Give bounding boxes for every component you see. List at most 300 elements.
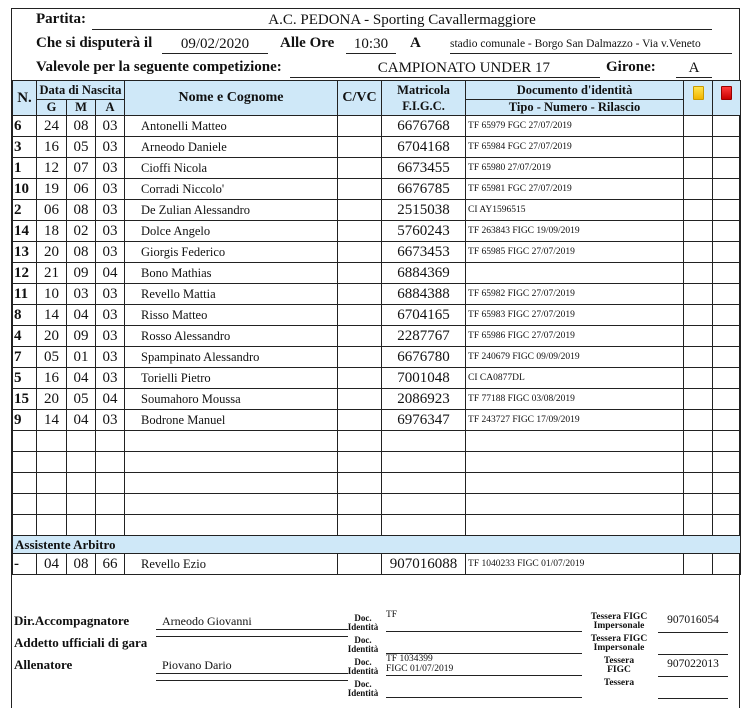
birth-day[interactable]: 16 [37, 137, 67, 158]
id-document[interactable]: TF 243727 FIGC 17/09/2019 [466, 410, 684, 431]
id-document[interactable]: TF 1040233 FIGC 01/07/2019 [466, 554, 684, 575]
birth-day[interactable]: 19 [37, 179, 67, 200]
birth-day[interactable] [37, 515, 67, 536]
yellow-card-cell[interactable] [684, 158, 713, 179]
birth-year[interactable]: 03 [96, 200, 125, 221]
birth-day[interactable]: 06 [37, 200, 67, 221]
birth-year[interactable] [96, 494, 125, 515]
birth-month[interactable]: 02 [67, 221, 96, 242]
birth-month[interactable]: 04 [67, 410, 96, 431]
birth-day[interactable]: 04 [37, 554, 67, 575]
yellow-card-cell[interactable] [684, 242, 713, 263]
player-row [13, 284, 741, 305]
red-card-cell[interactable] [713, 389, 741, 410]
assistant-section-header [13, 536, 741, 554]
player-name[interactable]: Corradi Niccolo' [125, 179, 338, 200]
player-name[interactable]: Spampinato Alessandro [125, 347, 338, 368]
red-card-cell[interactable] [713, 347, 741, 368]
captain-cell[interactable] [338, 221, 382, 242]
yellow-card-cell[interactable] [684, 410, 713, 431]
birth-month[interactable] [67, 515, 96, 536]
red-card-cell[interactable] [713, 473, 741, 494]
id-document[interactable] [466, 263, 684, 284]
player-name[interactable]: Revello Ezio [125, 554, 338, 575]
staff-doc-line2: FIGC 01/07/2019 [386, 664, 454, 674]
red-card-cell[interactable] [713, 116, 741, 137]
red-card-cell[interactable] [713, 368, 741, 389]
birth-year[interactable]: 03 [96, 179, 125, 200]
col-header-matricola [382, 81, 466, 116]
col-header-birth: Data di Nascita [37, 81, 125, 100]
matricola[interactable]: 907016088 [382, 554, 466, 575]
captain-cell[interactable] [338, 515, 382, 536]
red-card-cell[interactable] [713, 554, 741, 575]
staff-name-field[interactable]: Piovano Dario [156, 658, 348, 674]
player-name[interactable] [125, 494, 338, 515]
captain-cell[interactable] [338, 179, 382, 200]
red-card-cell[interactable] [713, 137, 741, 158]
birth-day[interactable]: 21 [37, 263, 67, 284]
matricola[interactable]: 7001048 [382, 368, 466, 389]
birth-month[interactable]: 08 [67, 116, 96, 137]
matricola[interactable]: 6676780 [382, 347, 466, 368]
id-document[interactable]: TF 263843 FIGC 19/09/2019 [466, 221, 684, 242]
captain-cell[interactable] [338, 494, 382, 515]
staff-role: Dir.Accompagnatore [14, 613, 130, 628]
birth-day[interactable]: 18 [37, 221, 67, 242]
staff-name-field[interactable] [156, 680, 348, 681]
staff-doc-line1: TF [386, 610, 398, 620]
yellow-card-cell[interactable] [684, 368, 713, 389]
id-document[interactable]: TF 65982 FIGC 27/07/2019 [466, 284, 684, 305]
birth-day[interactable]: 24 [37, 116, 67, 137]
birth-year[interactable]: 03 [96, 326, 125, 347]
yellow-card-cell[interactable] [684, 554, 713, 575]
player-row [13, 410, 741, 431]
staff-role: Allenatore [14, 657, 73, 672]
player-name[interactable]: Giorgis Federico [125, 242, 338, 263]
staff-doc-field[interactable] [386, 632, 582, 654]
player-row [13, 431, 741, 452]
captain-cell[interactable] [338, 305, 382, 326]
captain-cell[interactable] [338, 326, 382, 347]
player-name[interactable] [125, 473, 338, 494]
matricola[interactable] [382, 494, 466, 515]
tessera-label-line1: Tessera FIGC [590, 612, 648, 622]
birth-year[interactable]: 03 [96, 368, 125, 389]
birth-month[interactable]: 06 [67, 179, 96, 200]
birth-month[interactable]: 08 [67, 242, 96, 263]
yellow-card-cell[interactable] [684, 326, 713, 347]
staff-name-field[interactable] [156, 636, 348, 637]
yellow-card-cell[interactable] [684, 116, 713, 137]
yellow-card-cell[interactable] [684, 389, 713, 410]
assistant-section-label: Assistente Arbitro [13, 536, 741, 554]
id-document[interactable]: TF 65984 FGC 27/07/2019 [466, 137, 684, 158]
birth-day[interactable]: 16 [37, 368, 67, 389]
birth-year[interactable]: 03 [96, 158, 125, 179]
matricola[interactable]: 6884369 [382, 263, 466, 284]
id-document[interactable]: CI CA0877DL [466, 368, 684, 389]
matricola[interactable]: 6884388 [382, 284, 466, 305]
competition-label: Valevole per la seguente competizione: [36, 59, 282, 75]
id-document[interactable]: TF 240679 FIGC 09/09/2019 [466, 347, 684, 368]
venue-field[interactable]: stadio comunale - Borgo San Dalmazzo - Via v.Veneto [450, 35, 732, 54]
id-document[interactable] [466, 452, 684, 473]
yellow-card-cell[interactable] [684, 200, 713, 221]
staff-doc-field[interactable] [386, 610, 582, 632]
captain-cell[interactable] [338, 116, 382, 137]
player-row [13, 473, 741, 494]
tessera-label-line1: Tessera FIGC [590, 634, 648, 644]
birth-year[interactable]: 03 [96, 242, 125, 263]
birth-day[interactable]: 14 [37, 305, 67, 326]
tessera-label-line1: Tessera [603, 678, 635, 688]
player-name[interactable]: Risso Matteo [125, 305, 338, 326]
red-card-cell[interactable] [713, 494, 741, 515]
player-number[interactable] [13, 431, 37, 452]
birth-month[interactable]: 04 [67, 368, 96, 389]
player-row [13, 515, 741, 536]
col-header-matricola-line1: Matricola [397, 83, 450, 97]
player-name[interactable]: De Zulian Alessandro [125, 200, 338, 221]
player-row [13, 158, 741, 179]
player-number[interactable]: 10 [13, 179, 37, 200]
red-card-cell[interactable] [713, 284, 741, 305]
id-document[interactable]: CI AY1596515 [466, 200, 684, 221]
tessera-field[interactable]: 907016054 [658, 614, 728, 633]
partita-label: Partita: [36, 11, 86, 27]
date-field[interactable]: 09/02/2020 [162, 35, 268, 54]
birth-year[interactable]: 03 [96, 410, 125, 431]
doc-label-line2: Identità [347, 688, 379, 698]
birth-day[interactable]: 05 [37, 347, 67, 368]
id-document[interactable]: TF 65979 FGC 27/07/2019 [466, 116, 684, 137]
birth-month[interactable] [67, 494, 96, 515]
matricola[interactable]: 2086923 [382, 389, 466, 410]
birth-month[interactable]: 01 [67, 347, 96, 368]
doc-label-line2: Identità [347, 644, 379, 654]
captain-cell[interactable] [338, 158, 382, 179]
yellow-card-cell[interactable] [684, 179, 713, 200]
id-document[interactable]: TF 65980 27/07/2019 [466, 158, 684, 179]
player-name[interactable]: Bodrone Manuel [125, 410, 338, 431]
birth-year[interactable] [96, 452, 125, 473]
id-document[interactable] [466, 494, 684, 515]
date-label: Che si disputerà il [36, 35, 153, 51]
birth-year[interactable] [96, 515, 125, 536]
matricola[interactable]: 2515038 [382, 200, 466, 221]
captain-cell[interactable] [338, 473, 382, 494]
birth-year[interactable]: 04 [96, 263, 125, 284]
player-number[interactable] [13, 494, 37, 515]
birth-day[interactable]: 10 [37, 284, 67, 305]
birth-year[interactable]: 03 [96, 347, 125, 368]
competition-value: CAMPIONATO UNDER 17 [377, 60, 550, 76]
yellow-card-cell[interactable] [684, 284, 713, 305]
player-row [13, 368, 741, 389]
staff-doc-line1: TF 1034399 [386, 654, 433, 664]
matricola[interactable]: 5760243 [382, 221, 466, 242]
red-card-cell[interactable] [713, 263, 741, 284]
players-table [12, 80, 741, 575]
player-number[interactable]: 4 [13, 326, 37, 347]
birth-month[interactable] [67, 452, 96, 473]
staff-name-field[interactable]: Arneodo Giovanni [156, 614, 348, 630]
player-row [13, 326, 741, 347]
birth-year[interactable]: 03 [96, 116, 125, 137]
matricola[interactable]: 2287767 [382, 326, 466, 347]
captain-cell[interactable] [338, 389, 382, 410]
red-card-cell[interactable] [713, 431, 741, 452]
player-row [13, 305, 741, 326]
red-card-cell[interactable] [713, 179, 741, 200]
tessera-field[interactable]: 907022013 [658, 658, 728, 677]
captain-cell[interactable] [338, 410, 382, 431]
yellow-card-icon [693, 86, 704, 100]
col-header-m: M [67, 100, 96, 116]
player-row [13, 116, 741, 137]
id-document[interactable] [466, 431, 684, 452]
birth-year[interactable]: 04 [96, 389, 125, 410]
birth-month[interactable]: 08 [67, 554, 96, 575]
red-card-cell[interactable] [713, 326, 741, 347]
doc-label-line1: Doc. [354, 635, 372, 645]
player-number[interactable]: 2 [13, 200, 37, 221]
assistant-row [13, 554, 741, 575]
col-header-doc-sub: Tipo - Numero - Rilascio [466, 100, 684, 116]
col-header-a: A [96, 100, 125, 116]
matricola[interactable]: 6976347 [382, 410, 466, 431]
staff-role: Addetto ufficiali di gara [14, 635, 148, 650]
captain-cell[interactable] [338, 200, 382, 221]
col-header-red-card [713, 81, 741, 116]
birth-month[interactable]: 07 [67, 158, 96, 179]
player-name[interactable]: Arneodo Daniele [125, 137, 338, 158]
col-header-yellow-card [684, 81, 713, 116]
captain-cell[interactable] [338, 284, 382, 305]
birth-month[interactable]: 09 [67, 263, 96, 284]
captain-cell[interactable] [338, 137, 382, 158]
player-number[interactable]: 6 [13, 116, 37, 137]
matricola[interactable]: 6704168 [382, 137, 466, 158]
yellow-card-cell[interactable] [684, 305, 713, 326]
matricola[interactable] [382, 452, 466, 473]
player-name[interactable] [125, 452, 338, 473]
player-number[interactable] [13, 473, 37, 494]
matricola[interactable]: 6676768 [382, 116, 466, 137]
player-number[interactable]: 8 [13, 305, 37, 326]
captain-cell[interactable] [338, 431, 382, 452]
captain-cell[interactable] [338, 347, 382, 368]
birth-day[interactable] [37, 473, 67, 494]
birth-year[interactable] [96, 473, 125, 494]
birth-month[interactable]: 05 [67, 137, 96, 158]
red-card-cell[interactable] [713, 158, 741, 179]
birth-year[interactable]: 03 [96, 137, 125, 158]
player-number[interactable]: 1 [13, 158, 37, 179]
id-document[interactable]: TF 65983 FIGC 27/07/2019 [466, 305, 684, 326]
birth-day[interactable] [37, 431, 67, 452]
yellow-card-cell[interactable] [684, 515, 713, 536]
id-document[interactable]: TF 65986 FIGC 27/07/2019 [466, 326, 684, 347]
yellow-card-cell[interactable] [684, 473, 713, 494]
tessera-label-line1: Tessera [603, 656, 635, 666]
player-number[interactable]: - [13, 554, 37, 575]
player-row [13, 389, 741, 410]
birth-year[interactable]: 03 [96, 284, 125, 305]
player-name[interactable]: Dolce Angelo [125, 221, 338, 242]
col-header-doc: Documento d'identità [466, 81, 684, 100]
staff-doc-field[interactable] [386, 676, 582, 698]
red-card-cell[interactable] [713, 242, 741, 263]
player-name[interactable]: Antonelli Matteo [125, 116, 338, 137]
girone-label: Girone: [606, 59, 656, 75]
birth-month[interactable]: 08 [67, 200, 96, 221]
player-row [13, 452, 741, 473]
id-document[interactable]: TF 77188 FIGC 03/08/2019 [466, 389, 684, 410]
player-row [13, 263, 741, 284]
doc-identita-label [342, 636, 384, 654]
matricola[interactable]: 6704165 [382, 305, 466, 326]
red-card-cell[interactable] [713, 305, 741, 326]
birth-year[interactable] [96, 431, 125, 452]
staff-doc-field[interactable] [386, 654, 582, 676]
player-row [13, 347, 741, 368]
col-header-matricola-line2: F.I.G.C. [402, 99, 445, 113]
red-card-cell[interactable] [713, 200, 741, 221]
tessera-field[interactable] [658, 680, 728, 699]
player-number[interactable] [13, 452, 37, 473]
birth-month[interactable] [67, 473, 96, 494]
captain-cell[interactable] [338, 242, 382, 263]
yellow-card-cell[interactable] [684, 263, 713, 284]
player-number[interactable]: 14 [13, 221, 37, 242]
player-number[interactable]: 12 [13, 263, 37, 284]
player-name[interactable]: Rosso Alessandro [125, 326, 338, 347]
time-label: Alle Ore [280, 35, 335, 51]
captain-cell[interactable] [338, 263, 382, 284]
doc-identita-label [342, 680, 384, 698]
player-row [13, 200, 741, 221]
tessera-label-line2: Impersonale [593, 643, 645, 653]
id-document[interactable] [466, 515, 684, 536]
player-name[interactable]: Cioffi Nicola [125, 158, 338, 179]
doc-identita-label [342, 614, 384, 632]
birth-day[interactable]: 12 [37, 158, 67, 179]
player-number[interactable]: 13 [13, 242, 37, 263]
birth-day[interactable]: 20 [37, 389, 67, 410]
yellow-card-cell[interactable] [684, 431, 713, 452]
birth-day[interactable]: 20 [37, 242, 67, 263]
birth-month[interactable]: 05 [67, 389, 96, 410]
matricola[interactable] [382, 515, 466, 536]
col-header-name: Nome e Cognome [125, 81, 338, 116]
tessera-label [584, 657, 654, 675]
doc-label-line1: Doc. [354, 679, 372, 689]
tessera-label-line2: FIGC [607, 665, 631, 675]
birth-month[interactable]: 04 [67, 305, 96, 326]
birth-day[interactable] [37, 452, 67, 473]
doc-label-line2: Identità [347, 622, 379, 632]
captain-cell[interactable] [338, 554, 382, 575]
player-name[interactable] [125, 515, 338, 536]
doc-label-line1: Doc. [354, 657, 372, 667]
tessera-label-line2: Impersonale [593, 621, 645, 631]
player-name[interactable]: Revello Mattia [125, 284, 338, 305]
tessera-field[interactable] [658, 636, 728, 655]
yellow-card-cell[interactable] [684, 347, 713, 368]
red-card-cell[interactable] [713, 452, 741, 473]
tessera-label [584, 679, 654, 688]
player-row [13, 137, 741, 158]
captain-cell[interactable] [338, 368, 382, 389]
birth-year[interactable]: 66 [96, 554, 125, 575]
birth-month[interactable] [67, 431, 96, 452]
doc-label-line2: Identità [347, 666, 379, 676]
player-row [13, 221, 741, 242]
matricola[interactable]: 6673455 [382, 158, 466, 179]
red-card-cell[interactable] [713, 515, 741, 536]
venue-label: A [410, 35, 421, 51]
birth-day[interactable]: 14 [37, 410, 67, 431]
captain-cell[interactable] [338, 452, 382, 473]
col-header-n: N. [13, 81, 37, 116]
competition-field[interactable] [290, 59, 600, 78]
id-document[interactable] [466, 473, 684, 494]
player-name[interactable]: Torielli Pietro [125, 368, 338, 389]
yellow-card-cell[interactable] [684, 494, 713, 515]
player-name[interactable]: Soumahoro Moussa [125, 389, 338, 410]
matricola[interactable] [382, 473, 466, 494]
red-card-icon [721, 86, 732, 100]
player-number[interactable]: 7 [13, 347, 37, 368]
girone-field[interactable]: A [676, 59, 712, 78]
match-sheet [11, 8, 740, 708]
yellow-card-cell[interactable] [684, 452, 713, 473]
partita-field[interactable]: A.C. PEDONA - Sporting Cavallermaggiore [92, 11, 712, 30]
player-number[interactable]: 3 [13, 137, 37, 158]
time-field[interactable]: 10:30 [346, 35, 396, 54]
birth-year[interactable]: 03 [96, 305, 125, 326]
player-row [13, 494, 741, 515]
red-card-cell[interactable] [713, 410, 741, 431]
birth-day[interactable]: 20 [37, 326, 67, 347]
player-name[interactable]: Bono Mathias [125, 263, 338, 284]
doc-label-line1: Doc. [354, 613, 372, 623]
matricola[interactable] [382, 431, 466, 452]
player-number[interactable] [13, 515, 37, 536]
matricola[interactable]: 6673453 [382, 242, 466, 263]
player-name[interactable] [125, 431, 338, 452]
player-number[interactable]: 15 [13, 389, 37, 410]
matricola[interactable]: 6676785 [382, 179, 466, 200]
player-row [13, 179, 741, 200]
birth-day[interactable] [37, 494, 67, 515]
player-number[interactable]: 5 [13, 368, 37, 389]
player-number[interactable]: 9 [13, 410, 37, 431]
red-card-cell[interactable] [713, 221, 741, 242]
yellow-card-cell[interactable] [684, 221, 713, 242]
birth-month[interactable]: 09 [67, 326, 96, 347]
birth-month[interactable]: 03 [67, 284, 96, 305]
id-document[interactable]: TF 65985 FIGC 27/07/2019 [466, 242, 684, 263]
birth-year[interactable]: 03 [96, 221, 125, 242]
yellow-card-cell[interactable] [684, 137, 713, 158]
tessera-label [584, 613, 654, 631]
id-document[interactable]: TF 65981 FGC 27/07/2019 [466, 179, 684, 200]
player-number[interactable]: 11 [13, 284, 37, 305]
